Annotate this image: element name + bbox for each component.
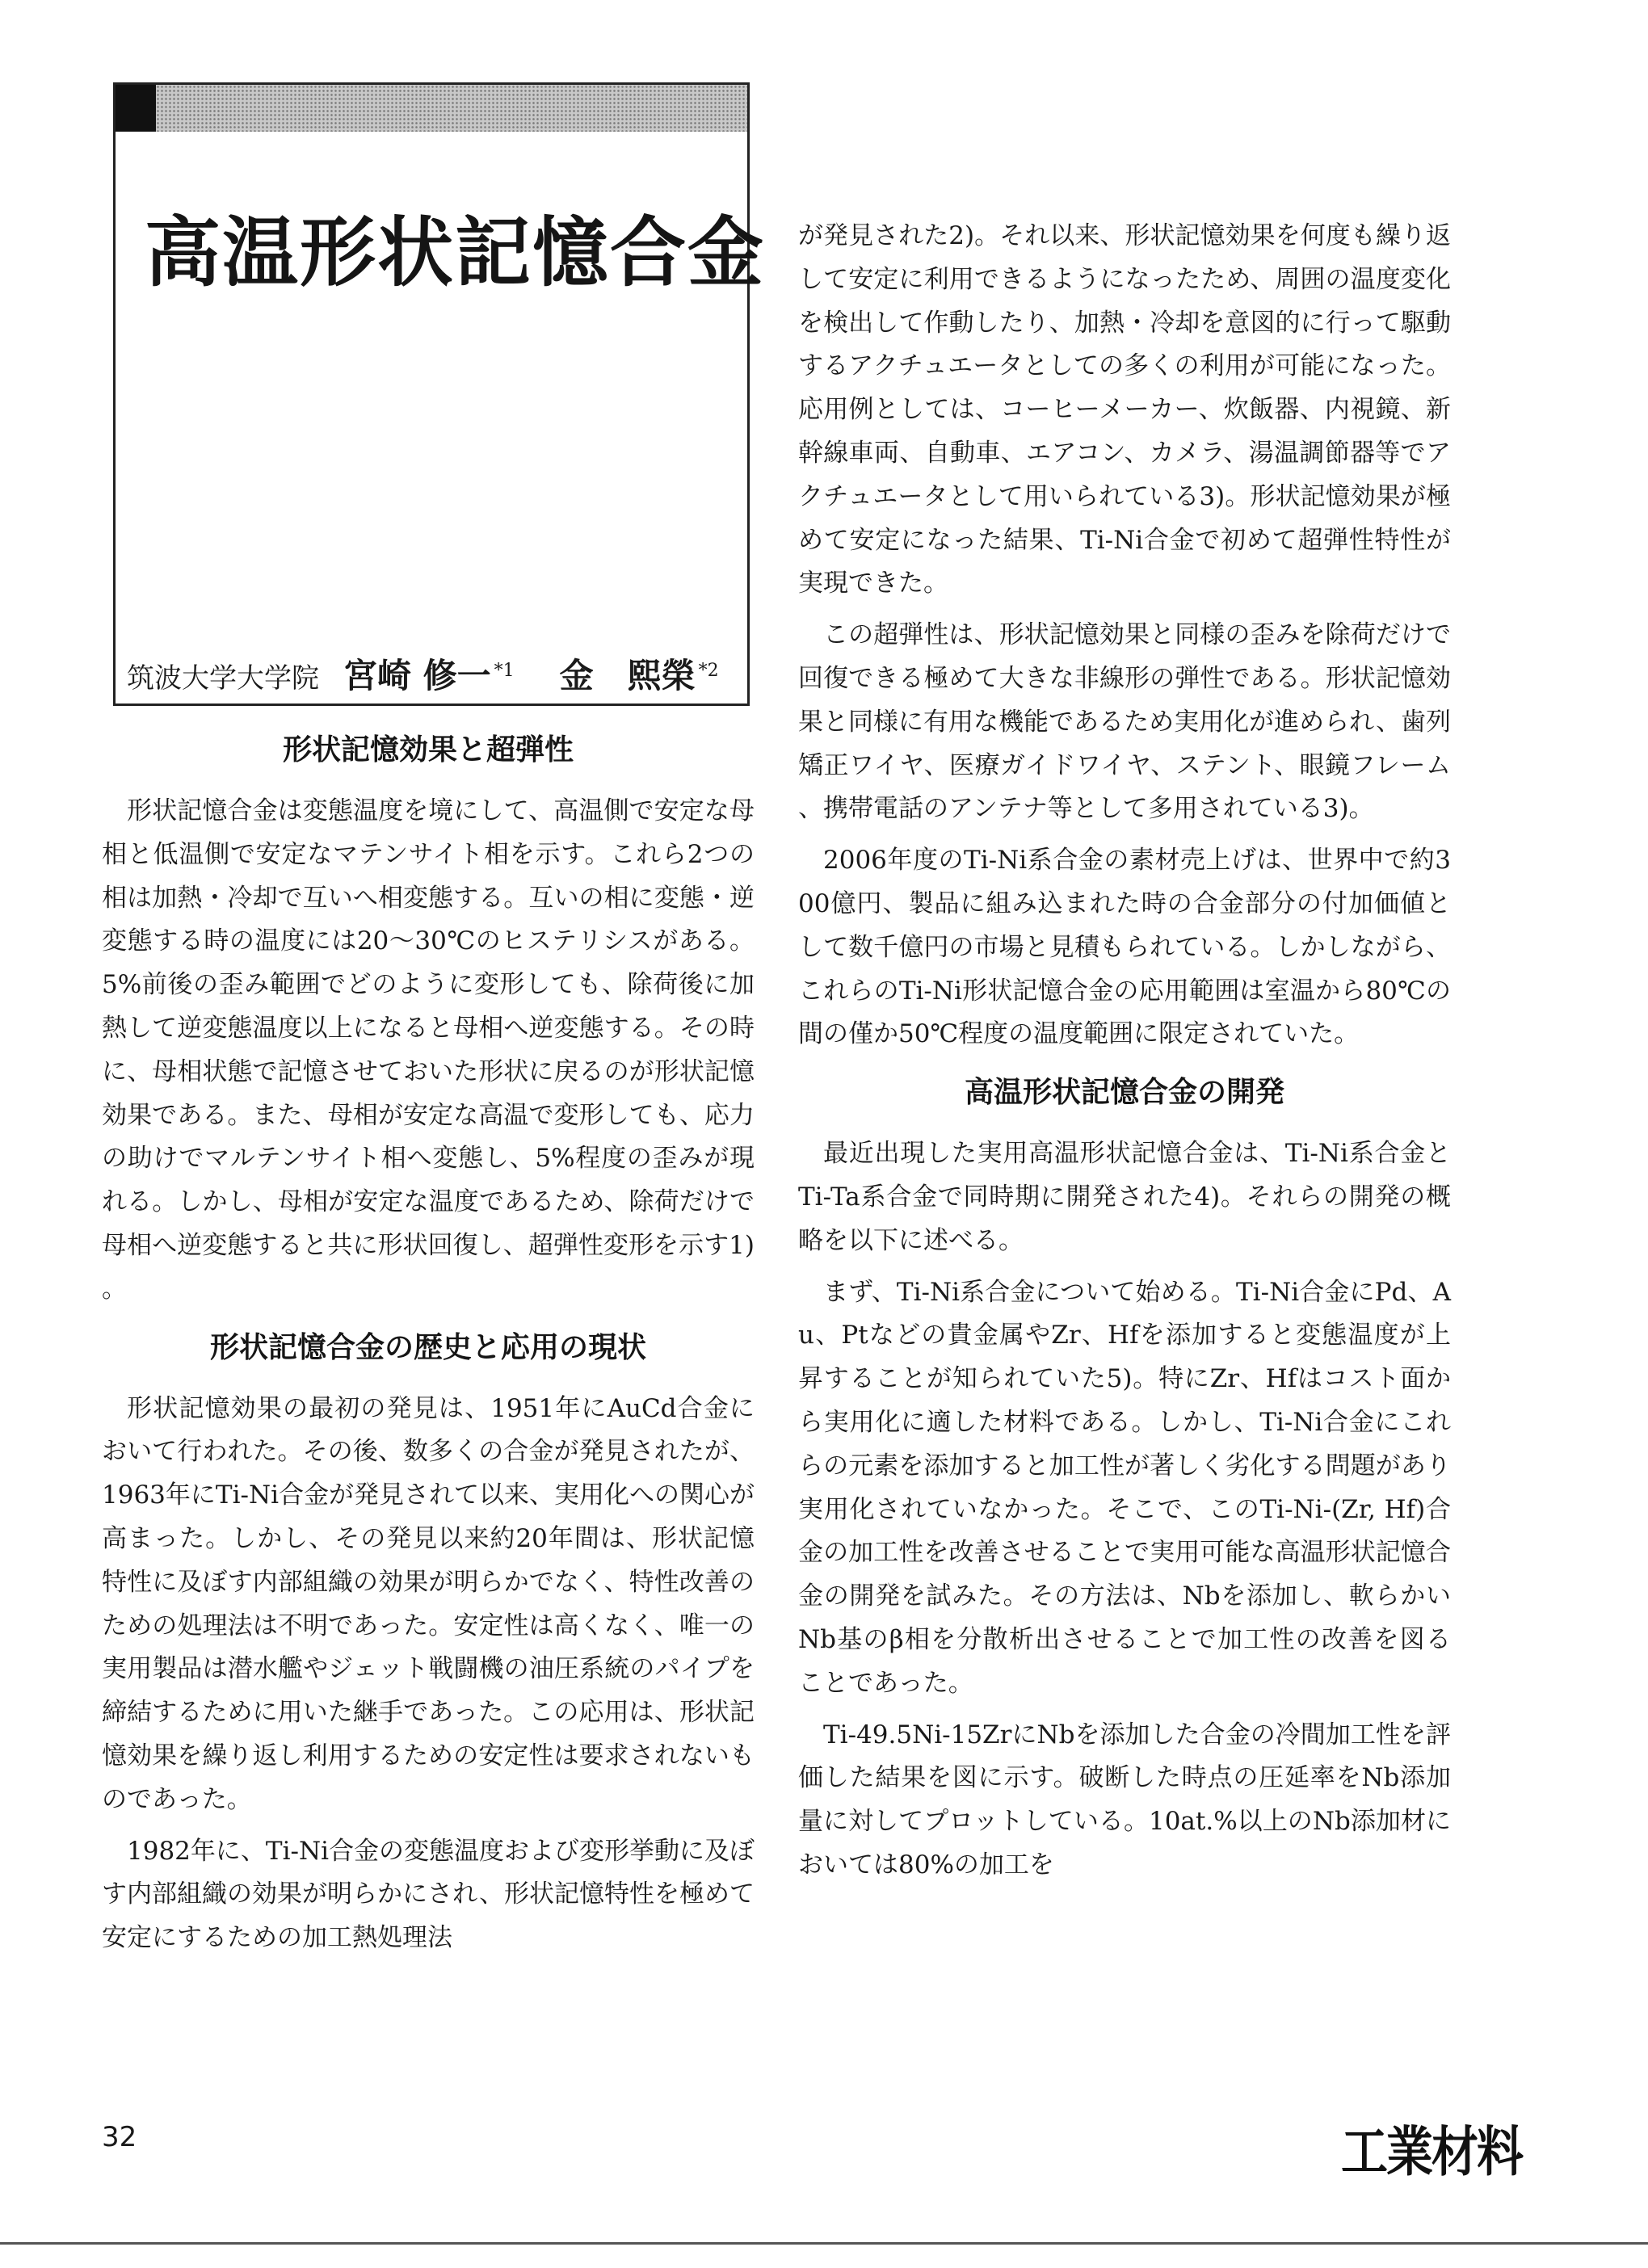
section-heading: 形状記憶合金の歴史と応用の現状 xyxy=(209,1330,646,1364)
author-mark: *2 xyxy=(698,661,719,681)
paragraph: まず、Ti-Ni系合金について始める。Ti-Ni合金にPd、Au、Ptなどの貴金属やZr、Hfを添加すると変態温度が上昇することが知られていた5)。特にZr、Hfはコスト面から実用化に適した材料である。しかし、Ti-Ni合金にこれらの元素を添加すると加工性が著しく劣化する問題があり実用化されていなかった。そこで、このTi-Ni-(Zr, Hf)合金の加工性を改善させることで実用可能な高温形状記憶合金の開発を試みた。その方法は、Nbを添加し、軟らかいNb基のβ相を分散析出させることで加工性の改善を図ることであった。 xyxy=(798,1277,1451,1698)
article-title: 高温形状記憶合金 xyxy=(145,209,766,297)
paragraph: この超弾性は、形状記憶効果と同様の歪みを除荷だけで回復できる極めて大きな非線形の弾性である。形状記憶効果と同様に有用な機能であるため実用化が進められ、歯列矯正ワイヤ、医療ガイドワイヤ、ステント、眼鏡フレーム、携帯電話のアンテナ等として多用されている3)。 xyxy=(798,620,1451,824)
paragraph: 2006年度のTi-Ni系合金の素材売上げは、世界中で約300億円、製品に組み込まれた時の合金部分の付加価値として数千億円の市場と見積もられている。しかしながら、これらのTi-Ni形状記憶合金の応用範囲は室温から80℃の間の僅か50℃程度の温度範囲に限定されていた。 xyxy=(798,846,1451,1049)
paragraph: 1982年に、Ti-Ni合金の変態温度および変形挙動に及ぼす内部組織の効果が明らかにされ、形状記憶特性を極めて安定にするための加工熱処理法 xyxy=(102,1836,755,1953)
paragraph: Ti-49.5Ni-15ZrにNbを添加した合金の冷間加工性を評価した結果を図に示す。破断した時点の圧延率をNb添加量に対してプロットしている。10at.%以上のNb添加材においては80%の加工を xyxy=(798,1720,1451,1880)
title-banner xyxy=(116,85,747,132)
magazine-logo: 工業材料 xyxy=(1341,2119,1523,2184)
paragraph: 形状記憶合金は変態温度を境にして、高温側で安定な母相と低温側で安定なマテンサイト相を示す。これら2つの相は加熱・冷却で互いへ相変態する。互いの相に変態・逆変態する時の温度には20～30℃のヒステリシスがある。5%前後の歪み範囲でどのように変形しても、除荷後に加熱して逆変態温度以上になると母相へ逆変態する。その時に、母相状態で記憶させておいた形状に戻るのが形状記憶効果である。また、母相が安定な高温で変形しても、応力の助けでマルテンサイト相へ変態し、5%程度の歪みが現れる。しかし、母相が安定な温度であるため、除荷だけで母相へ逆変態すると共に形状回復し、超弾性変形を示す1)。 xyxy=(102,796,755,1304)
title-marker xyxy=(116,85,156,132)
bottom-rule xyxy=(0,2242,1648,2245)
paragraph: 最近出現した実用高温形状記憶合金は、Ti-Ni系合金とTi-Ta系合金で同時期に開発された4)。それらの開発の概略を以下に述べる。 xyxy=(798,1139,1451,1255)
right-column xyxy=(798,215,1451,1896)
author-name: 金 熙榮 xyxy=(559,656,696,695)
author-name: 宮崎 修一 xyxy=(343,656,491,695)
paragraph: が発見された2)。それ以来、形状記憶効果を何度も繰り返して安定に利用できるようになったため、周囲の温度変化を検出して作動したり、加熱・冷却を意図的に行って駆動するアクチュエータとしての多くの利用が可能になった。応用例としては、コーヒーメーカー、炊飯器、内視鏡、新幹線車両、自動車、エアコン、カメラ、湯温調節器等でアクチュエータとして用いられている3)。形状記憶効果が極めて安定になった結果、Ti-Ni合金で初めて超弾性特性が実現できた。 xyxy=(798,221,1451,598)
paragraph: 形状記憶効果の最初の発見は、1951年にAuCd合金において行われた。その後、数多くの合金が発見されたが、1963年にTi-Ni合金が発見されて以来、実用化への関心が高まった。しかし、その発見以来約20年間は、形状記憶特性に及ぼす内部組織の効果が明らかでなく、特性改善のための処理法は不明であった。安定性は高くなく、唯一の実用製品は潜水艦やジェット戦闘機の油圧系統のパイプを締結するために用いた継手であった。この応用は、形状記憶効果を繰り返し利用するための安定性は要求されないものであった。 xyxy=(102,1393,755,1814)
byline xyxy=(127,647,741,695)
affiliation: 筑波大学大学院 xyxy=(127,662,319,695)
title-box xyxy=(113,82,766,706)
left-column xyxy=(102,714,755,1968)
page-number: 32 xyxy=(102,2121,137,2153)
section-heading: 形状記憶効果と超弾性 xyxy=(282,733,574,766)
section-heading: 高温形状記憶合金の開発 xyxy=(964,1076,1284,1110)
author-mark: *1 xyxy=(494,661,515,681)
